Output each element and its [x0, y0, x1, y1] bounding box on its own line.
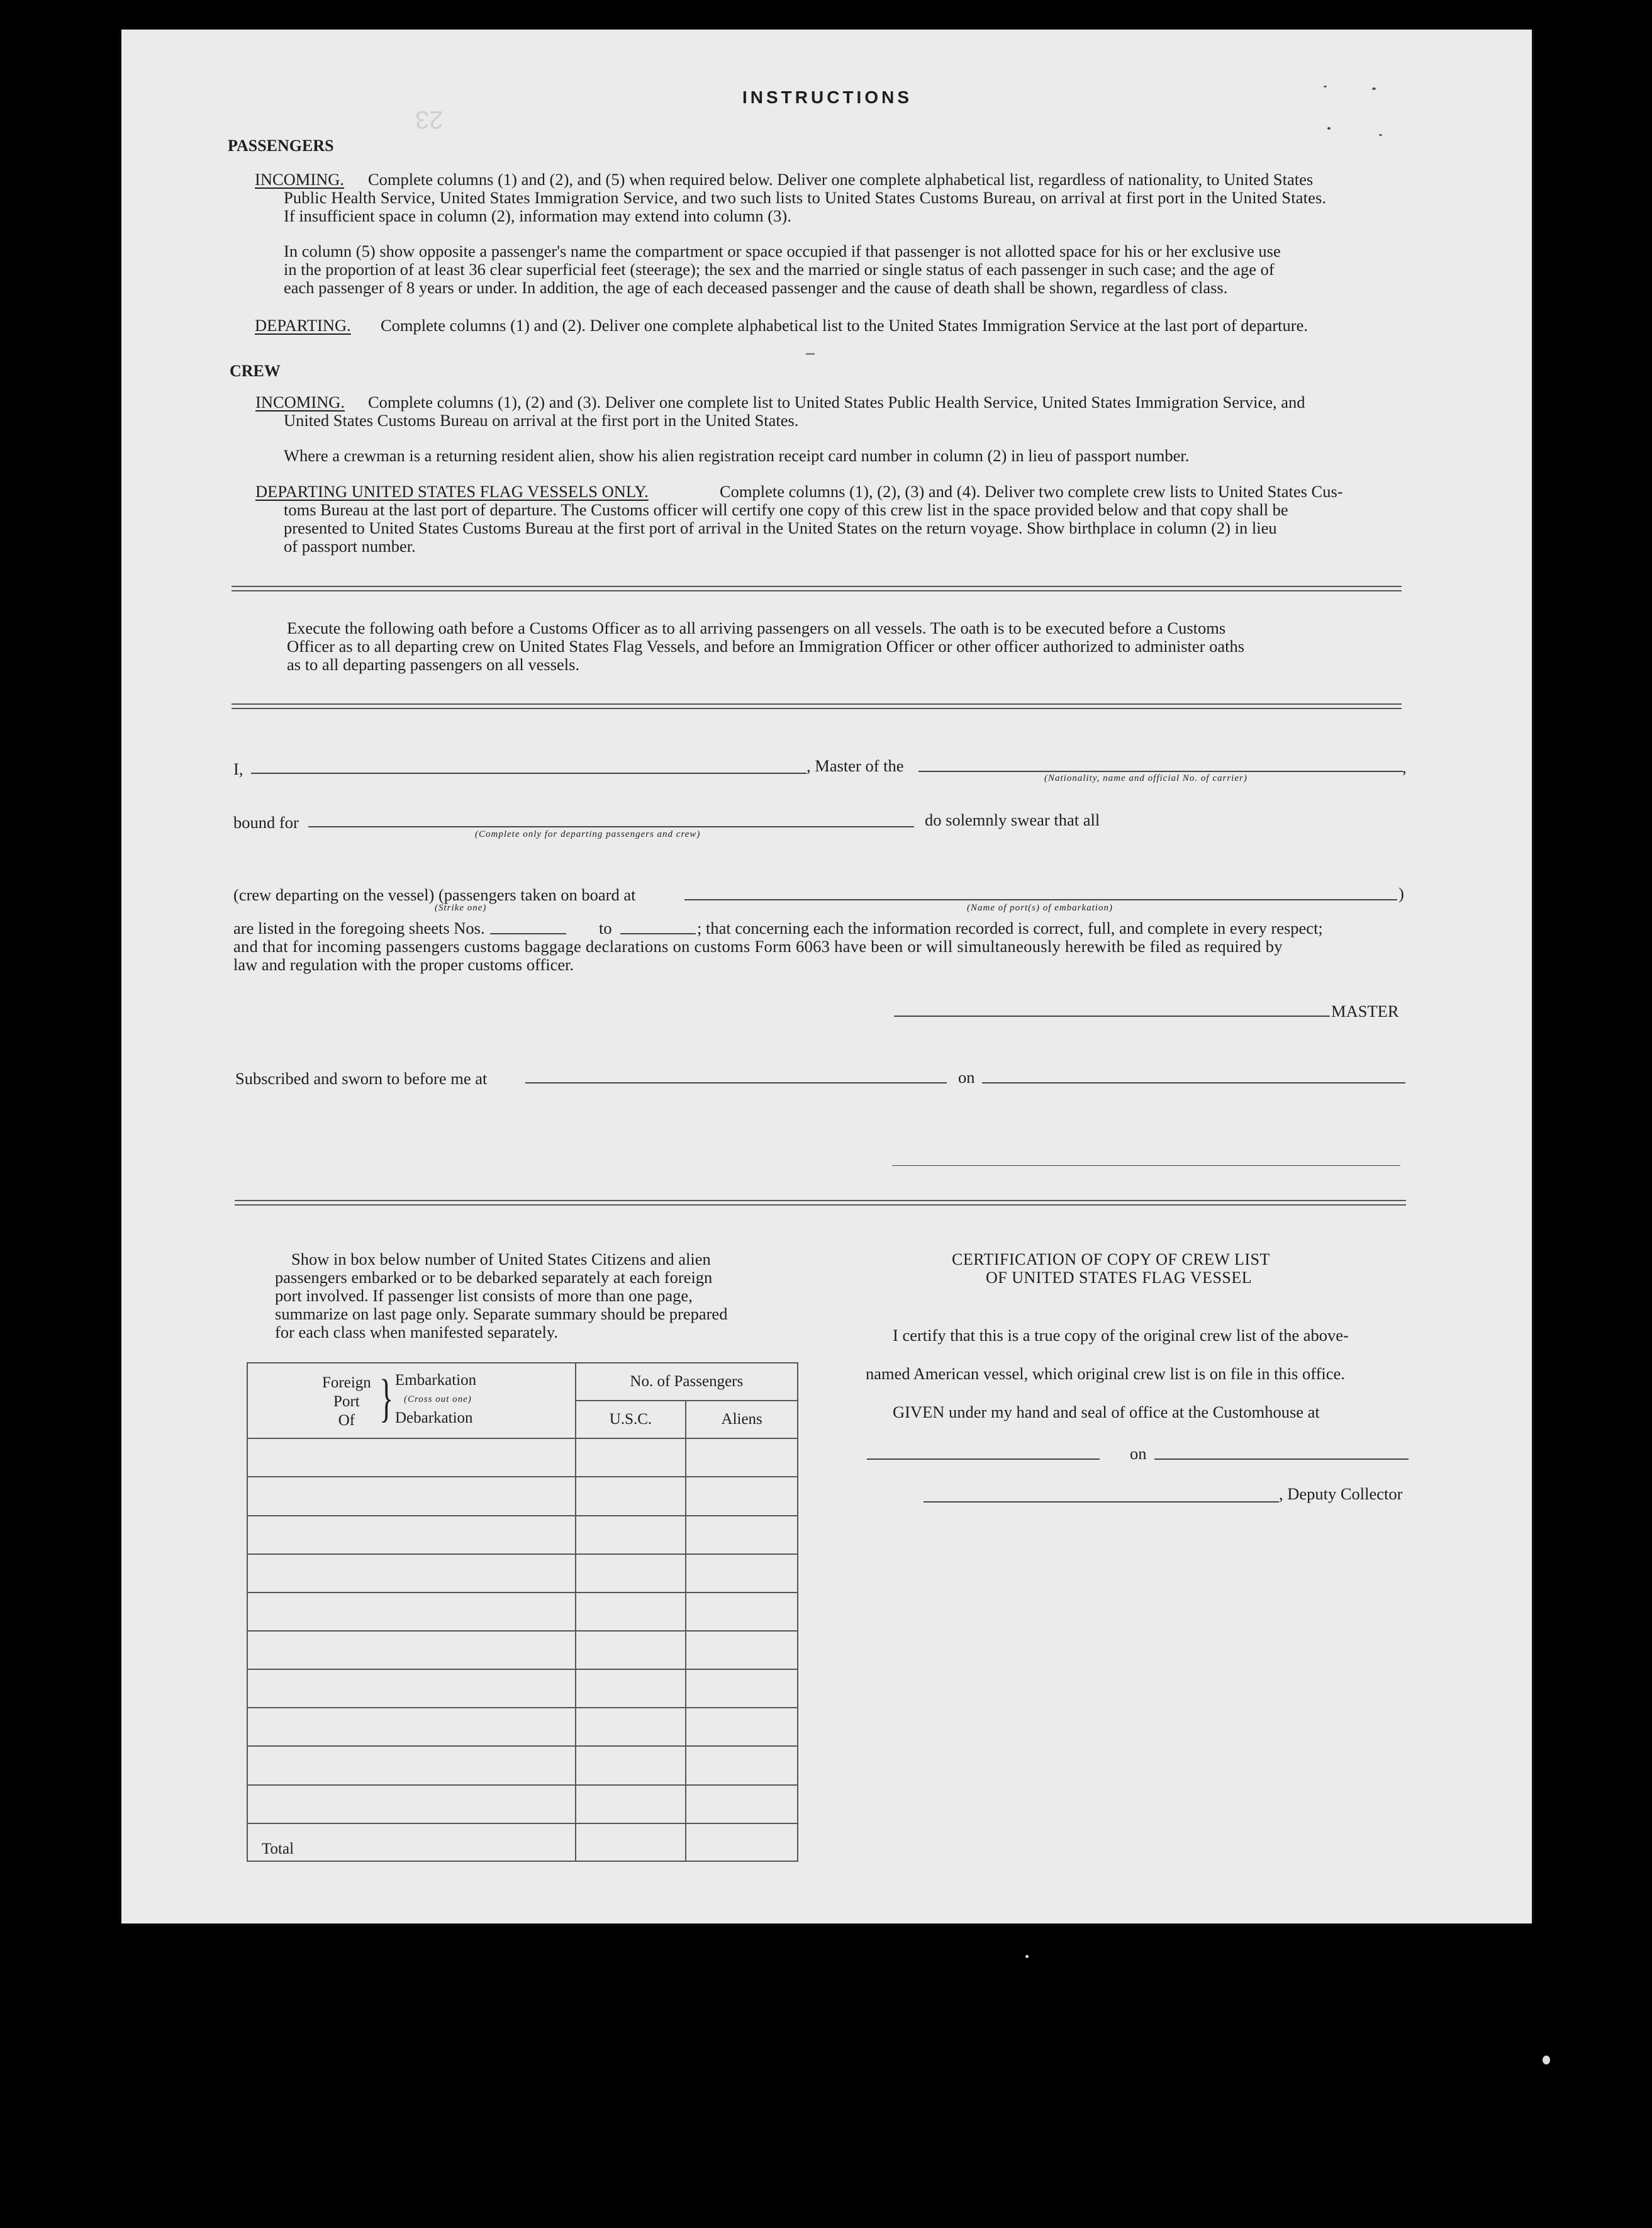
sworn-date-field[interactable] — [982, 1082, 1405, 1083]
table-row — [247, 1516, 798, 1554]
sheets-prefix: are listed in the foregoing sheets Nos. — [233, 919, 485, 938]
baggage-line: and that for incoming passengers customs baggage declarations on customs Form 6063 have been or will simultaneously herewith be filed as required by — [233, 937, 1283, 956]
section-divider — [232, 586, 1402, 591]
usc-total-cell[interactable] — [576, 1823, 686, 1861]
summary-line-4: summarize on last page only. Separate summary should be prepared — [275, 1304, 728, 1323]
scan-speck — [1372, 87, 1376, 90]
no-of-passengers-header: No. of Passengers — [576, 1363, 798, 1401]
ports-caption: (Name of port(s) of embarkation) — [967, 903, 1113, 913]
crew-incoming-label: INCOMING. — [255, 393, 345, 411]
carrier-field[interactable] — [918, 771, 1403, 772]
bound-for-label: bound for — [233, 813, 299, 832]
of-label: Of — [338, 1412, 355, 1430]
usc-cell[interactable] — [576, 1631, 686, 1669]
customhouse-field[interactable] — [867, 1458, 1100, 1460]
certification-title-line-1: CERTIFICATION OF COPY OF CREW LIST — [952, 1250, 1270, 1268]
port-cell[interactable] — [247, 1477, 576, 1515]
aliens-cell[interactable] — [686, 1785, 798, 1823]
complete-only-caption: (Complete only for departing passengers and crew) — [475, 829, 701, 839]
aliens-cell[interactable] — [686, 1746, 798, 1784]
foreign-label: Foreign — [322, 1374, 371, 1392]
crew-departing-line-1: Complete columns (1), (2), (3) and (4). Deliver two complete crew lists to United States Cus- — [720, 482, 1343, 501]
passengers-incoming-line-2: Public Health Service, United States Immigration Service, and two such lists to United States Customs Bureau, on arrival at first port in the United States. — [284, 188, 1327, 207]
oath-trailing-comma: , — [1402, 758, 1407, 776]
summary-line-5: for each class when manifested separately. — [275, 1323, 559, 1341]
certify-line-1: I certify that this is a true copy of the original crew list of the above- — [893, 1326, 1349, 1345]
oath-instruction-line-3: as to all departing passengers on all vessels. — [287, 655, 580, 674]
summary-line-2: passengers embarked or to be debarked separately at each foreign — [275, 1268, 713, 1287]
passengers-incoming-line-1: Complete columns (1) and (2), and (5) when required below. Deliver one complete alphabetical list, regardless of nationality, to United States — [368, 170, 1314, 189]
crew-departing-oath-label: (crew departing on the vessel) (passengers taken on board at — [233, 885, 636, 904]
aliens-total-cell[interactable] — [686, 1823, 798, 1861]
usc-cell[interactable] — [576, 1438, 686, 1477]
usc-cell[interactable] — [576, 1669, 686, 1708]
table-row — [247, 1708, 798, 1746]
given-line: GIVEN under my hand and seal of office at the Customhouse at — [893, 1402, 1320, 1421]
cross-out-caption: (Cross out one) — [404, 1394, 472, 1405]
port-cell[interactable] — [247, 1593, 576, 1631]
passengers-incoming-line-3: If insufficient space in column (2), information may extend into column (3). — [284, 206, 791, 225]
close-paren: ) — [1398, 884, 1404, 903]
usc-cell[interactable] — [576, 1477, 686, 1515]
certification-title-line-2: OF UNITED STATES FLAG VESSEL — [986, 1268, 1253, 1287]
crew-resident-alien-text: Where a crewman is a returning resident alien, show his alien registration receipt card number in column (2) in lieu of passport number. — [284, 446, 1190, 465]
crew-departing-line-2: toms Bureau at the last port of departure. The Customs officer will certify one copy of this crew list in the space provided below and that copy shall be — [284, 500, 1288, 519]
oath-i-label: I, — [233, 759, 243, 778]
aliens-cell[interactable] — [686, 1477, 798, 1515]
sheet-from-field[interactable] — [490, 933, 566, 934]
port-cell[interactable] — [247, 1438, 576, 1477]
master-label: MASTER — [1331, 1002, 1399, 1021]
nationality-caption: (Nationality, name and official No. of carrier) — [1044, 773, 1247, 783]
table-row — [247, 1554, 798, 1593]
crew-departing-line-4: of passport number. — [284, 537, 416, 556]
port-cell[interactable] — [247, 1631, 576, 1669]
scan-speck — [1025, 1955, 1029, 1958]
passengers-departing-label: DEPARTING. — [255, 316, 351, 335]
certification-on-label: on — [1130, 1444, 1147, 1463]
strike-one-caption: (Strike one) — [435, 903, 487, 913]
master-of-the-label: , Master of the — [806, 756, 904, 775]
crew-heading: CREW — [230, 362, 281, 380]
crew-incoming-line-2: United States Customs Bureau on arrival at the first port in the United States. — [284, 411, 799, 430]
master-signature-line[interactable] — [894, 1016, 1330, 1017]
sheets-suffix: ; that concerning each the information recorded is correct, full, and complete in every respect; — [697, 919, 1323, 938]
usc-cell[interactable] — [576, 1516, 686, 1554]
instructions-title: INSTRUCTIONS — [742, 87, 912, 107]
table-row — [247, 1631, 798, 1669]
ports-summary-table — [247, 1362, 798, 1862]
aliens-cell[interactable] — [686, 1438, 798, 1477]
usc-cell[interactable] — [576, 1593, 686, 1631]
certify-line-2: named American vessel, which original crew list is on file in this office. — [866, 1364, 1345, 1383]
aliens-cell[interactable] — [686, 1669, 798, 1708]
sheet-to-field[interactable] — [620, 933, 696, 934]
passengers-column5-line-3: each passenger of 8 years or under. In addition, the age of each deceased passenger and the cause of death shall be shown, regardless of class. — [284, 278, 1228, 297]
usc-cell[interactable] — [576, 1708, 686, 1746]
passengers-heading: PASSENGERS — [228, 137, 334, 155]
crew-list-form-page — [121, 30, 1532, 1923]
summary-line-3: port involved. If passenger list consists of more than one page, — [275, 1286, 693, 1305]
aliens-cell[interactable] — [686, 1516, 798, 1554]
port-cell[interactable] — [247, 1554, 576, 1593]
scan-speck — [1379, 134, 1382, 136]
scan-speck — [806, 353, 815, 355]
master-name-field[interactable] — [251, 773, 806, 774]
bound-for-field[interactable] — [308, 826, 914, 827]
embarkation-option[interactable]: Embarkation — [395, 1372, 477, 1389]
port-label: Port — [333, 1393, 360, 1411]
oath-instruction-line-2: Officer as to all departing crew on United States Flag Vessels, and before an Immigration Officer or other officer authorized to administer oaths — [287, 637, 1245, 656]
brace-icon: } — [379, 1369, 394, 1428]
aliens-cell[interactable] — [686, 1708, 798, 1746]
table-row — [247, 1669, 798, 1708]
port-cell[interactable] — [247, 1708, 576, 1746]
aliens-cell[interactable] — [686, 1631, 798, 1669]
port-cell[interactable] — [247, 1516, 576, 1554]
total-row — [247, 1823, 798, 1861]
sworn-on-label: on — [958, 1068, 975, 1087]
law-line: law and regulation with the proper customs officer. — [233, 955, 574, 974]
section-divider — [235, 1200, 1406, 1206]
bleed-through-stamp: 23 — [415, 106, 444, 133]
passengers-departing-text: Complete columns (1) and (2). Deliver one complete alphabetical list to the United States Immigration Service at the last port of departure. — [381, 316, 1308, 335]
scan-speck — [1327, 127, 1331, 130]
port-header-cell — [247, 1363, 576, 1438]
crew-departing-line-3: presented to United States Customs Bureau at the first port of arrival in the United States on the return voyage. Show birthplace in column (2) in lieu — [284, 518, 1277, 537]
passengers-incoming-label: INCOMING. — [255, 170, 345, 189]
aliens-cell[interactable] — [686, 1554, 798, 1593]
crew-departing-label: DEPARTING UNITED STATES FLAG VESSELS ONLY. — [255, 482, 649, 501]
certification-date-field[interactable] — [1154, 1458, 1409, 1460]
officer-signature-line[interactable] — [892, 1165, 1400, 1166]
debarkation-option[interactable]: Debarkation — [395, 1409, 473, 1427]
do-solemnly-label: do solemnly swear that all — [925, 810, 1100, 829]
usc-cell[interactable] — [576, 1554, 686, 1593]
aliens-header: Aliens — [686, 1401, 798, 1438]
subscribed-label: Subscribed and sworn to before me at — [235, 1069, 488, 1088]
usc-cell[interactable] — [576, 1746, 686, 1784]
table-row — [247, 1785, 798, 1823]
summary-line-1: Show in box below number of United States Citizens and alien — [291, 1250, 711, 1268]
deputy-collector-label: , Deputy Collector — [1279, 1484, 1403, 1503]
table-row — [247, 1477, 798, 1515]
oath-instruction-line-1: Execute the following oath before a Customs Officer as to all arriving passengers on all vessels. The oath is to be executed before a Customs — [287, 619, 1226, 637]
deputy-signature-line[interactable] — [924, 1501, 1279, 1503]
port-cell[interactable] — [247, 1746, 576, 1784]
embarkation-ports-field[interactable] — [684, 899, 1397, 900]
usc-header: U.S.C. — [576, 1401, 686, 1438]
table-row — [247, 1746, 798, 1784]
table-row — [247, 1593, 798, 1631]
usc-cell[interactable] — [576, 1785, 686, 1823]
aliens-cell[interactable] — [686, 1593, 798, 1631]
section-divider — [232, 703, 1402, 709]
scan-speck — [1324, 86, 1327, 87]
sworn-location-field[interactable] — [525, 1082, 947, 1083]
scan-speck — [1543, 2056, 1550, 2064]
port-cell[interactable] — [247, 1785, 576, 1823]
sheets-to-label: to — [599, 919, 612, 938]
port-cell[interactable] — [247, 1669, 576, 1708]
total-label: Total — [247, 1823, 576, 1861]
passengers-column5-line-1: In column (5) show opposite a passenger's name the compartment or space occupied if that passenger is not allotted space for his or her exclusive use — [284, 242, 1281, 260]
passengers-column5-line-2: in the proportion of at least 36 clear superficial feet (steerage); the sex and the married or single status of each passenger in such case; and the age of — [284, 260, 1275, 279]
crew-incoming-line-1: Complete columns (1), (2) and (3). Deliver one complete list to United States Public Health Service, United States Immigration Service, and — [368, 393, 1305, 411]
table-row — [247, 1438, 798, 1477]
